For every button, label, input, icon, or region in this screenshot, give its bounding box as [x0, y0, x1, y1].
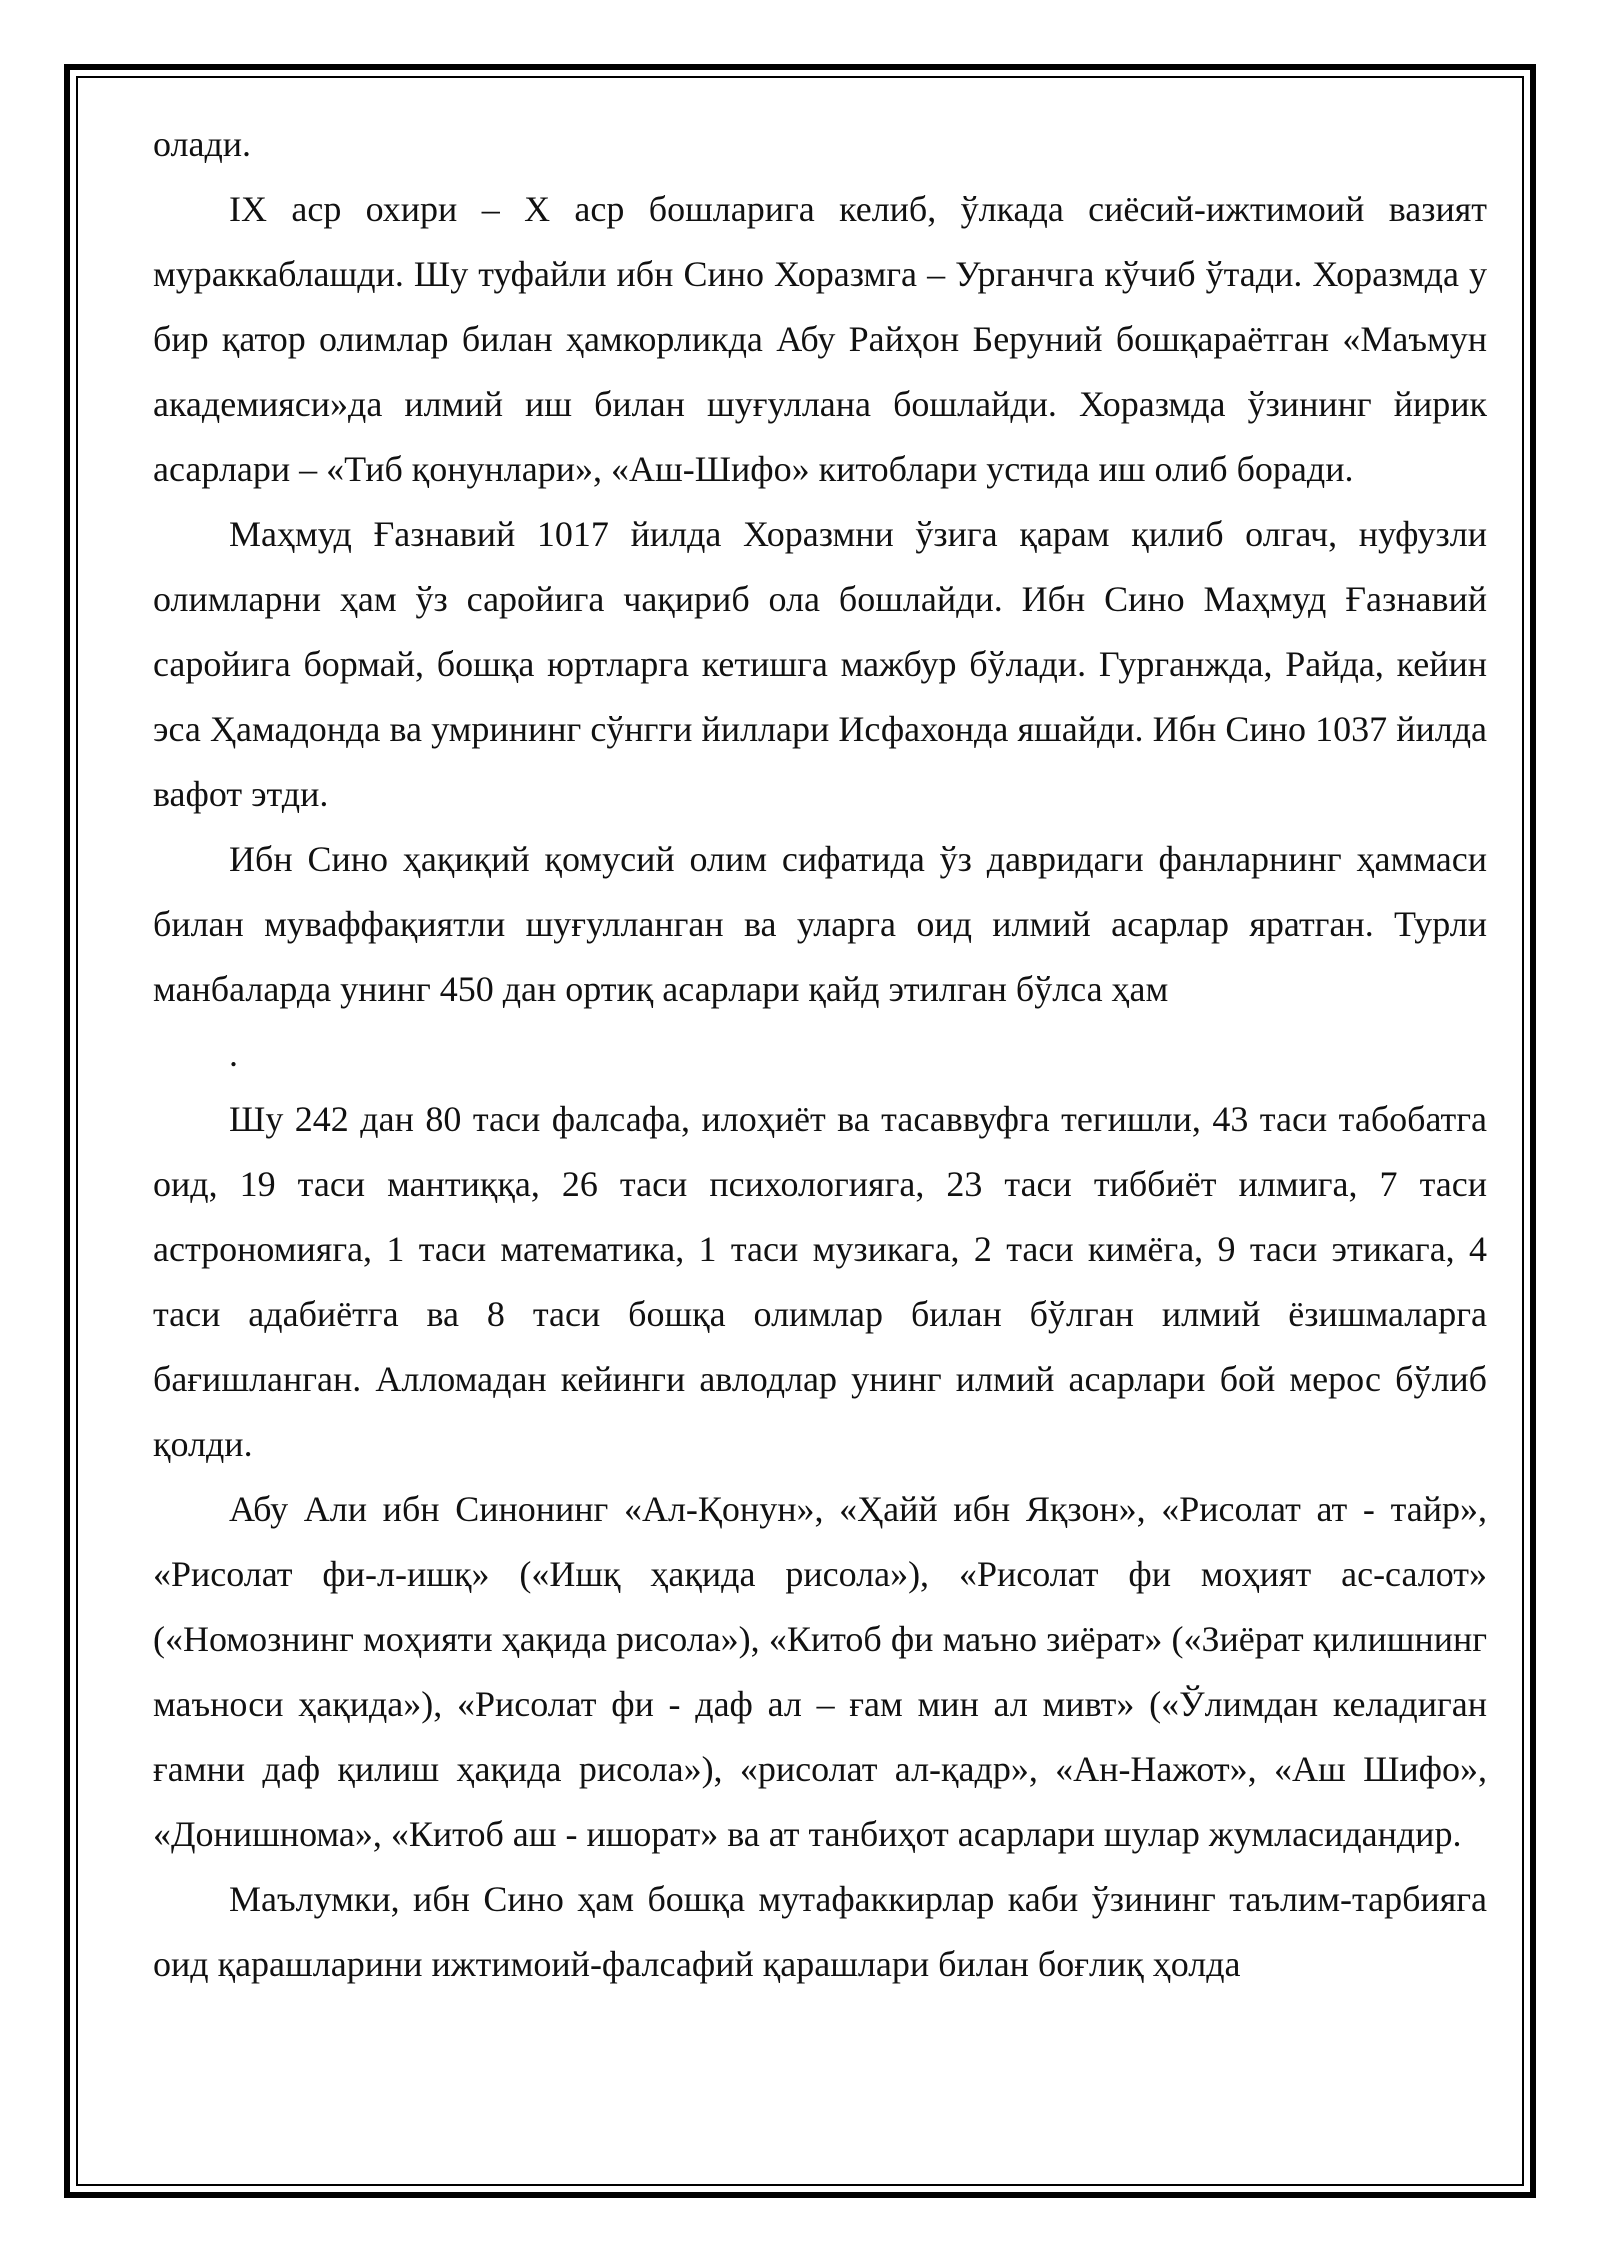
paragraph-encyclopedic-scholar: Ибн Сино ҳақиқий қомусий олим сифатида ўз давридаги фанларнинг ҳаммаси билан муваффақиятли шуғулланган ва уларга оид илмий асарлар яратган. Турли манбаларда унинг 450 дан ортиқ асарлари қайд этилган бўлса ҳам [153, 839, 1487, 1009]
document-body [153, 112, 1487, 1997]
paragraph-dot: . [229, 1034, 238, 1074]
paragraph-works-count: Шу 242 дан 80 таси фалсафа, илоҳиёт ва тасаввуфга тегишли, 43 таси табобатга оид, 19 таси мантиққа, 26 таси психологияга, 23 таси тиббиёт илмига, 7 таси астрономияга, 1 таси математика, 1 таси музикага, 2 таси кимёга, 9 таси этикага, 4 таси адабиётга ва 8 таси бошқа олимлар билан бўлган илмий ёзишмаларга бағишланган. Алломадан кейинги авлодлар унинг илмий асарлари бой мерос бўлиб қолди. [153, 1099, 1487, 1464]
paragraph-education-views: Маълумки, ибн Сино ҳам бошқа мутафаккирлар каби ўзининг таълим-тарбияга оид қарашларини ижтимоий-фалсафий қарашлари билан боғлиқ ҳолда [153, 1879, 1487, 1984]
paragraph-works-list: Абу Али ибн Синонинг «Ал-Қонун», «Ҳайй ибн Яқзон», «Рисолат ат - тайр», «Рисолат фи-л-ишқ» («Ишқ ҳақида рисола»), «Рисолат фи моҳият ас-салот» («Номознинг моҳияти ҳақида рисола»), «Китоб фи маъно зиёрат» («Зиёрат қилишнинг маъноси ҳақида»), «Рисолат фи - даф ал – ғам мин ал мивт» («Ўлимдан келадиган ғамни даф қилиш ҳақида рисола»), «рисолат ал-қадр», «Ан-Нажот», «Аш Шифо», «Донишнома», «Китоб аш - ишорат» ва ат танбиҳот асарлари шулар жумласидандир. [153, 1489, 1487, 1854]
paragraph-continuation: олади. [153, 124, 252, 164]
paragraph-mahmud-ghaznavi: Маҳмуд Ғазнавий 1017 йилда Хоразмни ўзига қарам қилиб олгач, нуфузли олимларни ҳам ўз саройига чақириб ола бошлайди. Ибн Сино Маҳмуд Ғазнавий саройига бормай, бошқа юртларга кетишга мажбур бўлади. Гурганжда, Райда, кейин эса Ҳамадонда ва умрининг сўнгги йиллари Исфахонда яшайди. Ибн Сино 1037 йилда вафот этди. [153, 514, 1487, 814]
paragraph-khorezm: IX аср охири – X аср бошларига келиб, ўлкада сиёсий-ижтимоий вазият мураккаблашди. Шу туфайли ибн Сино Хоразмга – Урганчга кўчиб ўтади. Хоразмда у бир қатор олимлар билан ҳамкорликда Абу Райҳон Беруний бошқараётган «Маъмун академияси»да илмий иш билан шуғуллана бошлайди. Хоразмда ўзининг йирик асарлари – «Тиб қонунлари», «Аш-Шифо» китоблари устида иш олиб боради. [153, 189, 1487, 489]
